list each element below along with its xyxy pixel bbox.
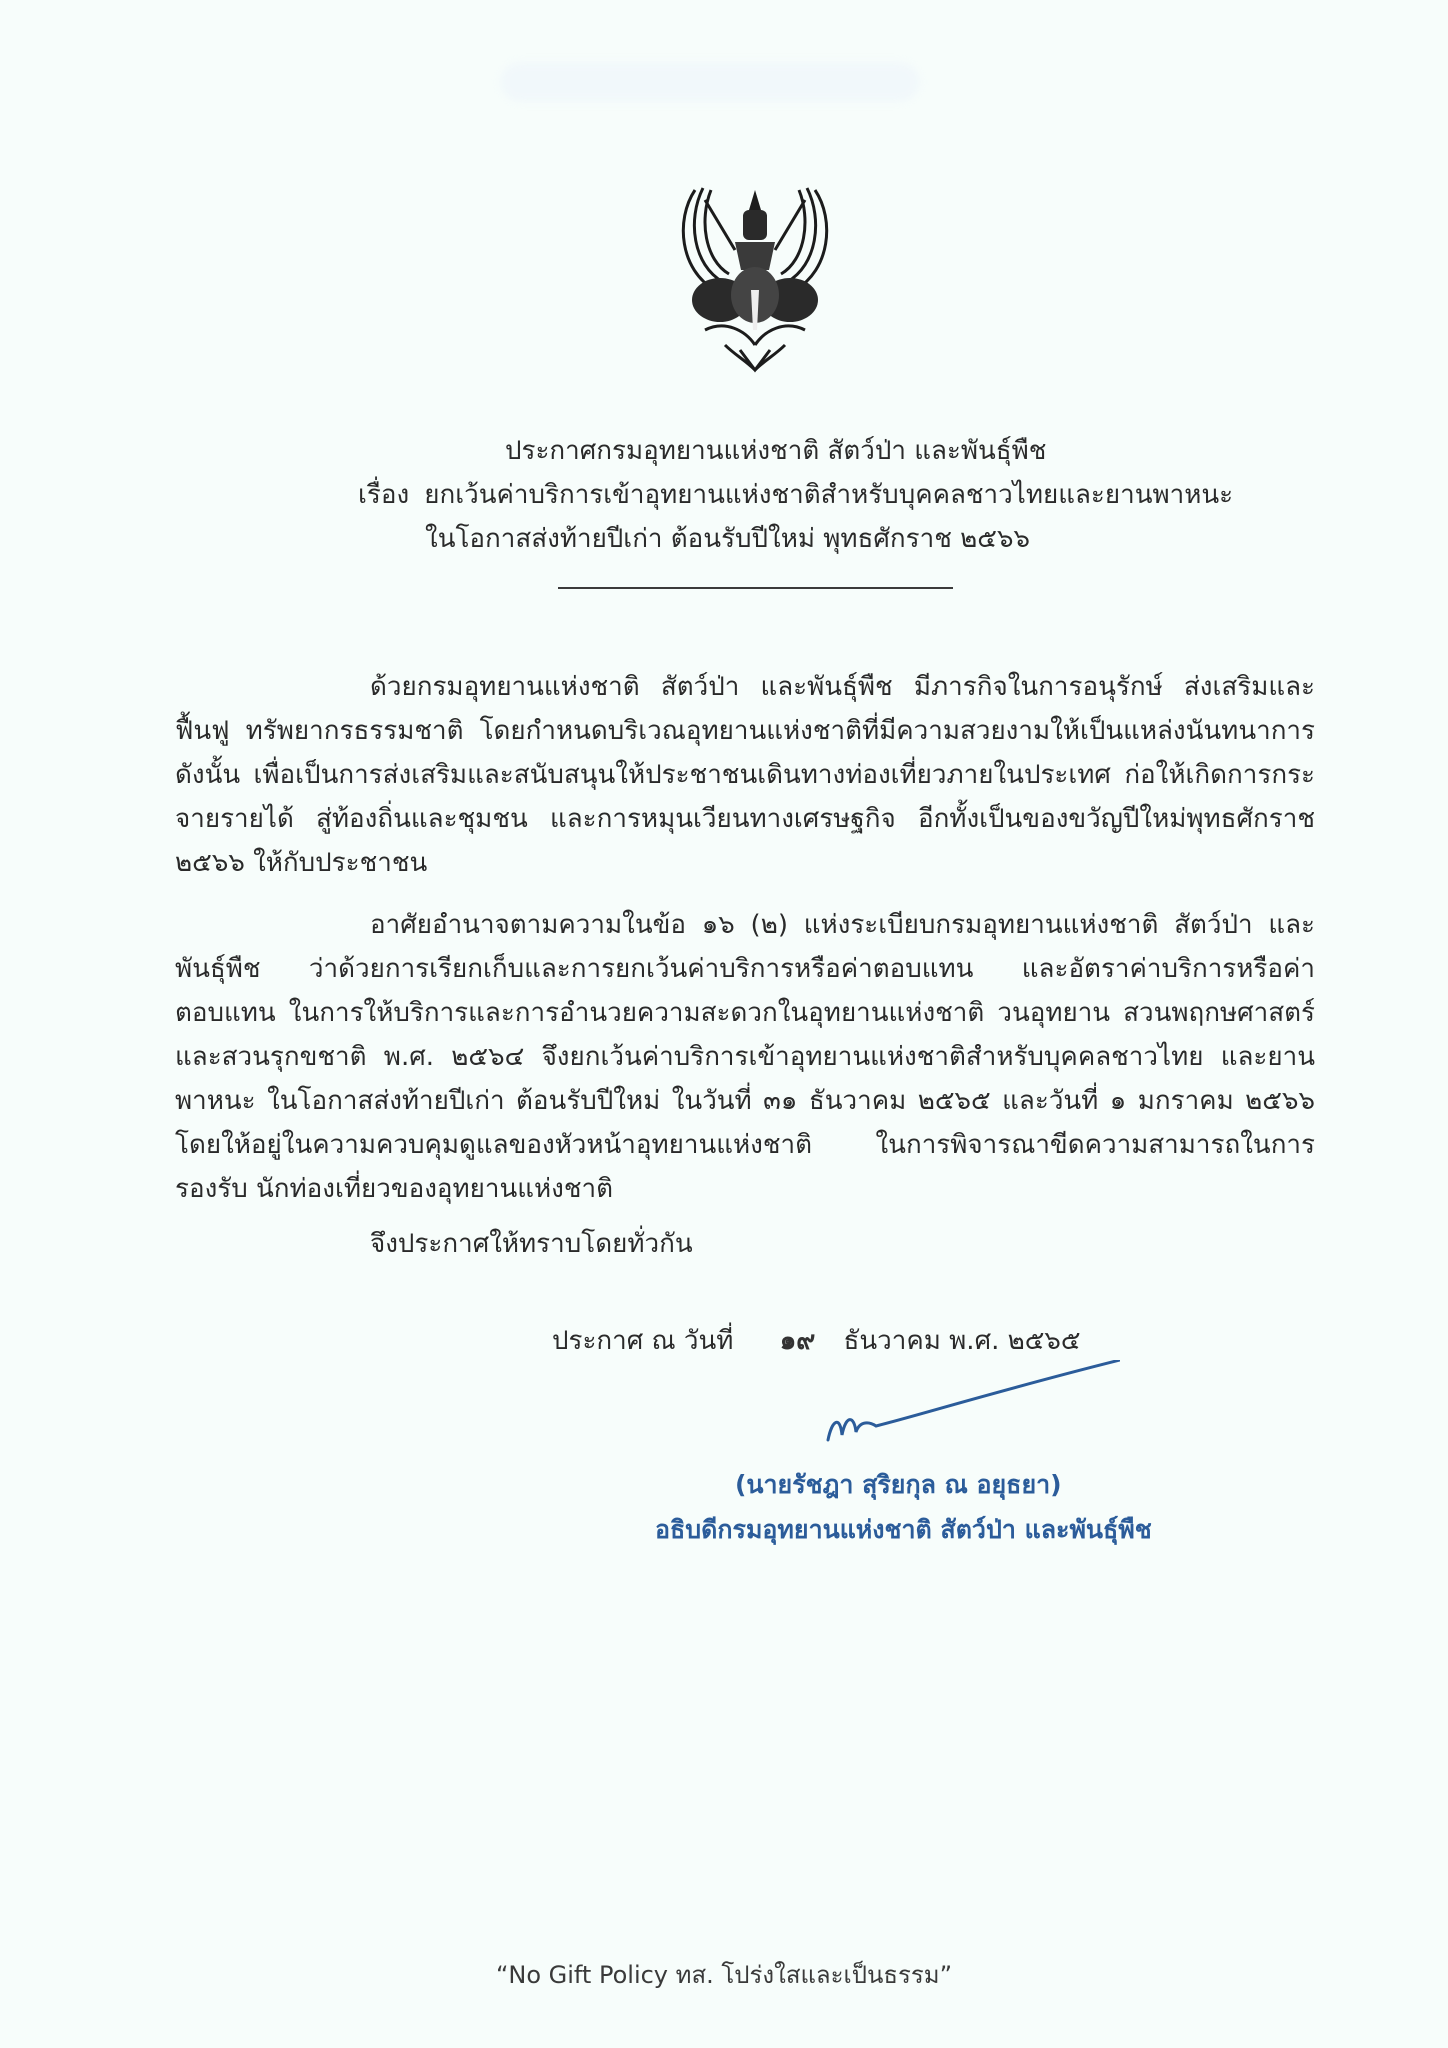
signatory-position: อธิบดีกรมอุทยานแห่งชาติ สัตว์ป่า และพันธุ์พืช (655, 1515, 1152, 1544)
subject-text: ยกเว้นค่าบริการเข้าอุทยานแห่งชาติสำหรับบุคคลชาวไทยและยานพาหนะ (424, 480, 1234, 510)
announcement-date (552, 1320, 1081, 1361)
scan-smudge (500, 62, 920, 102)
signatory-name: (นายรัชฎา สุริยกุล ณ อยุธยา) (735, 1470, 1062, 1499)
subject-text-continued: ในโอกาสส่งท้ายปีเก่า ต้อนรับปีใหม่ พุทธศักราช ๒๕๖๖ (425, 524, 1030, 554)
footer-policy: “No Gift Policy ทส. โปร่งใสและเป็นธรรม” (495, 1961, 953, 1989)
subject-row (358, 474, 1233, 516)
body-paragraph-2 (175, 903, 1315, 1211)
closing-statement: จึงประกาศให้ทราบโดยทั่วกัน (370, 1229, 693, 1259)
signature-icon (820, 1360, 1120, 1460)
subject-label: เรื่อง (358, 480, 410, 510)
announcement-title: ประกาศกรมอุทยานแห่งชาติ สัตว์ป่า และพันธุ์พืช (505, 436, 1047, 466)
date-day: ๑๙ (779, 1326, 816, 1356)
date-month-year: ธันวาคม พ.ศ. ๒๕๖๕ (843, 1326, 1081, 1356)
date-prefix: ประกาศ ณ วันที่ (552, 1326, 734, 1356)
paragraph-1-text: ด้วยกรมอุทยานแห่งชาติ สัตว์ป่า และพันธุ์พืช มีภารกิจในการอนุรักษ์ ส่งเสริมและฟื้นฟู ทรัพยากรธรรมชาติ โดยกำหนดบริเวณอุทยานแห่งชาติที่มีความสวยงามให้เป็นแหล่งนันทนาการ ดังนั้น เพื่อเป็นการส่งเสริมและสนับสนุนให้ประชาชนเดินทางท่องเที่ยวภายในประเทศ ก่อให้เกิดการกระจายรายได้ สู่ท้องถิ่นและชุมชน และการหมุนเวียนทางเศรษฐกิจ อีกทั้งเป็นของขวัญปีใหม่พุทธศักราช ๒๕๖๖ ให้กับประชาชน (175, 672, 1315, 878)
header-divider (558, 587, 953, 589)
paragraph-2-text: อาศัยอำนาจตามความในข้อ ๑๖ (๒) แห่งระเบียบกรมอุทยานแห่งชาติ สัตว์ป่า และพันธุ์พืช ว่าด้วยการเรียกเก็บและการยกเว้นค่าบริการหรือค่าตอบแทน และอัตราค่าบริการหรือค่าตอบแทน ในการให้บริการและการอำนวยความสะดวกในอุทยานแห่งชาติ วนอุทยาน สวนพฤกษศาสตร์ และสวนรุกขชาติ พ.ศ. ๒๕๖๔ จึงยกเว้นค่าบริการเข้าอุทยานแห่งชาติสำหรับบุคคลชาวไทย และยานพาหนะ ในโอกาสส่งท้ายปีเก่า ต้อนรับปีใหม่ ในวันที่ ๓๑ ธันวาคม ๒๕๖๕ และวันที่ ๑ มกราคม ๒๕๖๖ โดยให้อยู่ในความควบคุมดูแลของหัวหน้าอุทยานแห่งชาติ ในการพิจารณาขีดความสามารถในการรองรับ นักท่องเที่ยวของอุทยานแห่งชาติ (175, 910, 1315, 1204)
body-paragraph-1 (175, 665, 1315, 885)
garuda-emblem-icon (665, 170, 845, 380)
